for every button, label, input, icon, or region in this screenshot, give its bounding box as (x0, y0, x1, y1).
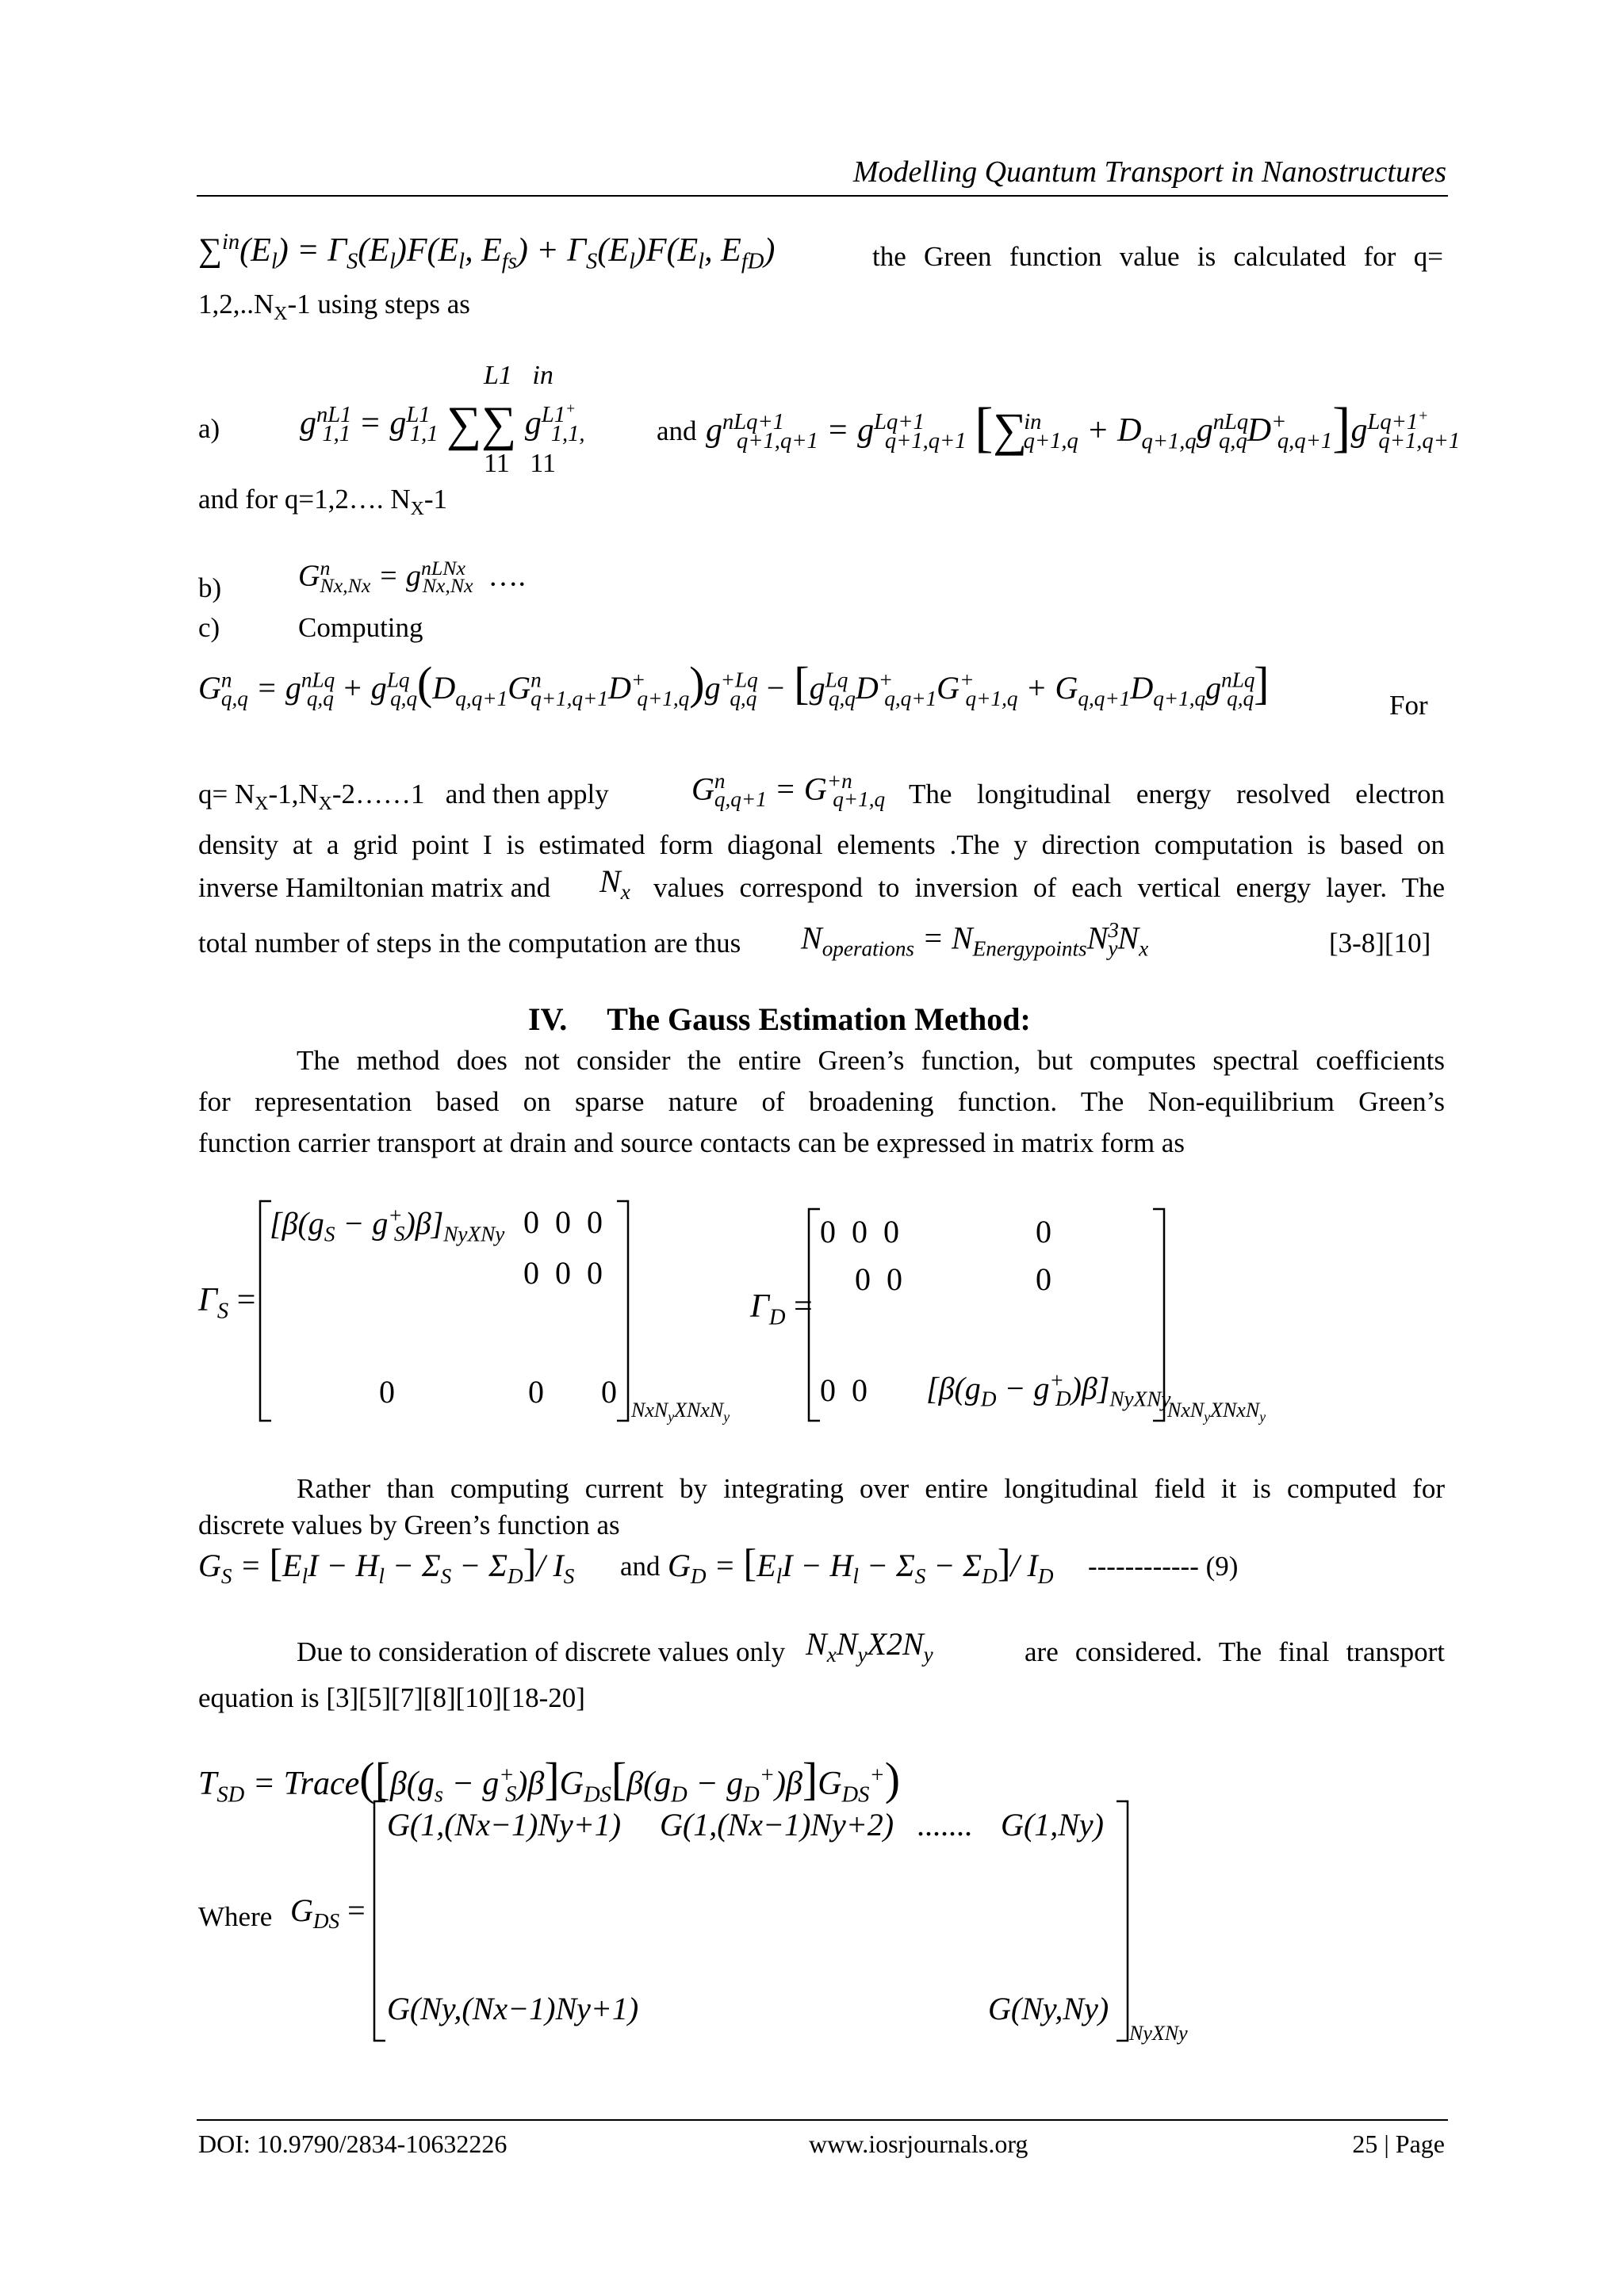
para3-line2: discrete values by Green’s function as (198, 1510, 620, 1540)
footer-rule (197, 2119, 1448, 2121)
step-c-equation: $G^n_{q,q} = g^{nLq}_{q,q} + g^{Lq}_{q,q}(D_{q,q+1}G^n_{q+1,q+1}D^+_{q+1,q})g^{+Lq}_{q,q} - [g^{Lq}_{q,q}D^+_{q,q+1}G^+_{q+1,q} + G_{q,q+1}D_{q+1,q}g^{nLq}_{q,q}]$ (198, 657, 1270, 710)
gamma-d-r3c1: 0 0 (820, 1372, 868, 1408)
footer-website[interactable]: www.iosrjournals.org (809, 2130, 1028, 2158)
para2-line1: The method does not consider the entire Green’s function, but computes spectral coefficients (297, 1045, 1445, 1076)
gamma-s-r2c2: 0 0 0 (523, 1255, 603, 1291)
eq9-tag: ------------ (9) (1088, 1551, 1239, 1582)
step-a-sum-top: L1 in (484, 361, 553, 390)
eq9-right: $G_D = [E_lI - H_l - \Sigma_S - \Sigma_D]/$ $I_D$ (668, 1540, 1054, 1588)
step-a-and: and (657, 415, 697, 446)
step-a-label: a) (198, 413, 220, 444)
para1-line4-pre: total number of steps in the computation are thus (198, 928, 741, 959)
gamma-d-r2c1: 0 0 (855, 1261, 902, 1297)
para4-line1-pre: Due to consideration of discrete values only (297, 1636, 786, 1667)
gds-right-bracket (1116, 1801, 1128, 2041)
sigma-equation-text: the Green function value is calculated for q= (872, 241, 1443, 272)
sigma-equation: $\sum^{in}(E_l) = \Gamma_S(E_l)F(E_l$, $E_{fs}) + \Gamma_S(E_l)F(E_l$, $E_{fD}$) (198, 230, 776, 274)
step-c-for: For (1389, 690, 1428, 721)
step-c-label: c) (198, 612, 220, 643)
para1-line4-equation: $N_{operations} = N_{Energypoints}N^3_yN_x$ (801, 918, 1149, 961)
para1-line3-post: values correspond to inversion of each vertical energy layer. The (653, 872, 1445, 903)
gamma-s-right-bracket (617, 1201, 628, 1421)
tsd-equation: $T_{SD}$ = $Trace([\beta(g_s - g^+_S)\beta]G_{DS}[\beta(g_D - g_D^+)\beta]G_{DS}^+)$ (198, 1753, 901, 1808)
para2-line3: function carrier transport at drain and source contacts can be expressed in matrix form as (198, 1127, 1185, 1158)
para4-line1-post: are considered. The final transport (1025, 1636, 1445, 1667)
section-title: The Gauss Estimation Method: (607, 1001, 1031, 1037)
gds-r1c1: G(1,(Nx−1)Ny+1) (387, 1807, 622, 1843)
para1-line1-post: The longitudinal energy resolved electron (909, 779, 1445, 809)
step-b-equation: $G^n_{Nx,Nx} = g^{nLNx}_{Nx,Nx}$ …. (298, 557, 527, 598)
step-a-equation-1: $g^{nL1}_{1,1} = g^{L1}_{1,1}$ ∑∑ $g^{L1^+}_{1,1,}$ (300, 397, 585, 451)
gamma-s-r3c1: 0 (379, 1374, 395, 1410)
para1-line3-pre: inverse Hamiltonian matrix and (198, 872, 551, 903)
step-c-text: Computing (298, 612, 423, 643)
gamma-s-r1c1: $[\beta(g_S - g^+_S)\beta]_{NyXNy}$ (270, 1203, 505, 1246)
eq9-and: and (620, 1551, 661, 1582)
gds-left-bracket (374, 1801, 385, 2041)
gds-lhs: $G_{DS}$ = (290, 1892, 366, 1933)
para1-line3-equation: $N_x$ (599, 863, 630, 904)
step-b-label: b) (198, 572, 222, 603)
gds-r2c3: G(Ny,Ny) (988, 1991, 1109, 2026)
para3-line1: Rather than computing current by integrating over entire longitudinal field it is computed for (297, 1473, 1445, 1504)
step-a-equation-2: $g^{nLq+1}_{q+1,q+1} = g^{Lq+1}_{q+1,q+1}$ $[\sum^{in}_{q+1,q} + D_{q+1,q}g^{nLq}_{q,q}D^+_{q,q+1}]g^{Lq+1^+}_{q+1,q+1}$ (706, 397, 1461, 458)
gds-r2c1: G(Ny,(Nx−1)Ny+1) (387, 1991, 639, 2026)
sigma-equation-continuation: $1,2,..N_X-1$ using steps as (198, 289, 470, 324)
step-a-sum-bottom: 11 11 (484, 449, 556, 478)
gamma-s-r3c2: 0 (528, 1374, 544, 1410)
gamma-d-subscript: NxN$_y$XNxN$_y$ (1167, 1399, 1266, 1425)
para2-line2: for representation based on sparse nature of broadening function. The Non-equilibrium Green’s (198, 1086, 1445, 1117)
gds-r1c3: G(1,Ny) (1001, 1807, 1104, 1843)
eq9-left: $G_S = [E_lI - H_l - \Sigma_S - \Sigma_D]/$ $I_S$ (198, 1540, 575, 1588)
gds-where: Where (198, 1901, 273, 1932)
para1-line2: density at a grid point I is estimated form diagonal elements .The y direction computation is based on (198, 829, 1445, 860)
gamma-d-r1c2: 0 (1036, 1214, 1051, 1249)
para1-line1-equation: $G^n_{q,q+1} = G^{+n}_{q+1,q}$ (691, 769, 886, 812)
footer-page-number: 25 | Page (1352, 2130, 1445, 2158)
section-number: IV. (528, 1001, 568, 1037)
step-a-after: and for q=1,2…. $N_X-1$ (198, 484, 447, 519)
gamma-d-r2c2: 0 (1036, 1261, 1051, 1297)
para4-line2: equation is [3][5][7][8][10][18-20] (198, 1682, 585, 1713)
gds-r1-dots: ....... (917, 1807, 972, 1843)
para1-line1-pre: $q= N_X-1,N_X-2\dots\dots 1$ and then apply (198, 779, 609, 814)
gamma-s-lhs: $\Gamma_S$ = (198, 1282, 256, 1324)
gamma-d-r3c2: $[\beta(g_D - g^+_D)\beta]_{NyXNy}$ (926, 1368, 1171, 1411)
running-header: Modelling Quantum Transport in Nanostructures (852, 155, 1446, 189)
gamma-s-r1c2: 0 0 0 (523, 1204, 603, 1240)
para4-line1-equation: $N_xN_yX2N_y$ (806, 1626, 933, 1667)
gds-r1c2: G(1,(Nx−1)Ny+2) (660, 1807, 894, 1843)
gamma-d-lhs: $\Gamma_D$ = (750, 1288, 813, 1330)
para1-line4-post: [3-8][10] (1329, 928, 1431, 959)
gamma-s-subscript: NxN$_y$XNxN$_y$ (631, 1399, 730, 1425)
gamma-s-r3c3: 0 (601, 1374, 617, 1410)
gds-subscript: NyXNy (1129, 2022, 1188, 2045)
footer-doi: DOI: 10.9790/2834-10632226 (198, 2130, 508, 2158)
gamma-d-r1c1: 0 0 0 (820, 1214, 899, 1249)
